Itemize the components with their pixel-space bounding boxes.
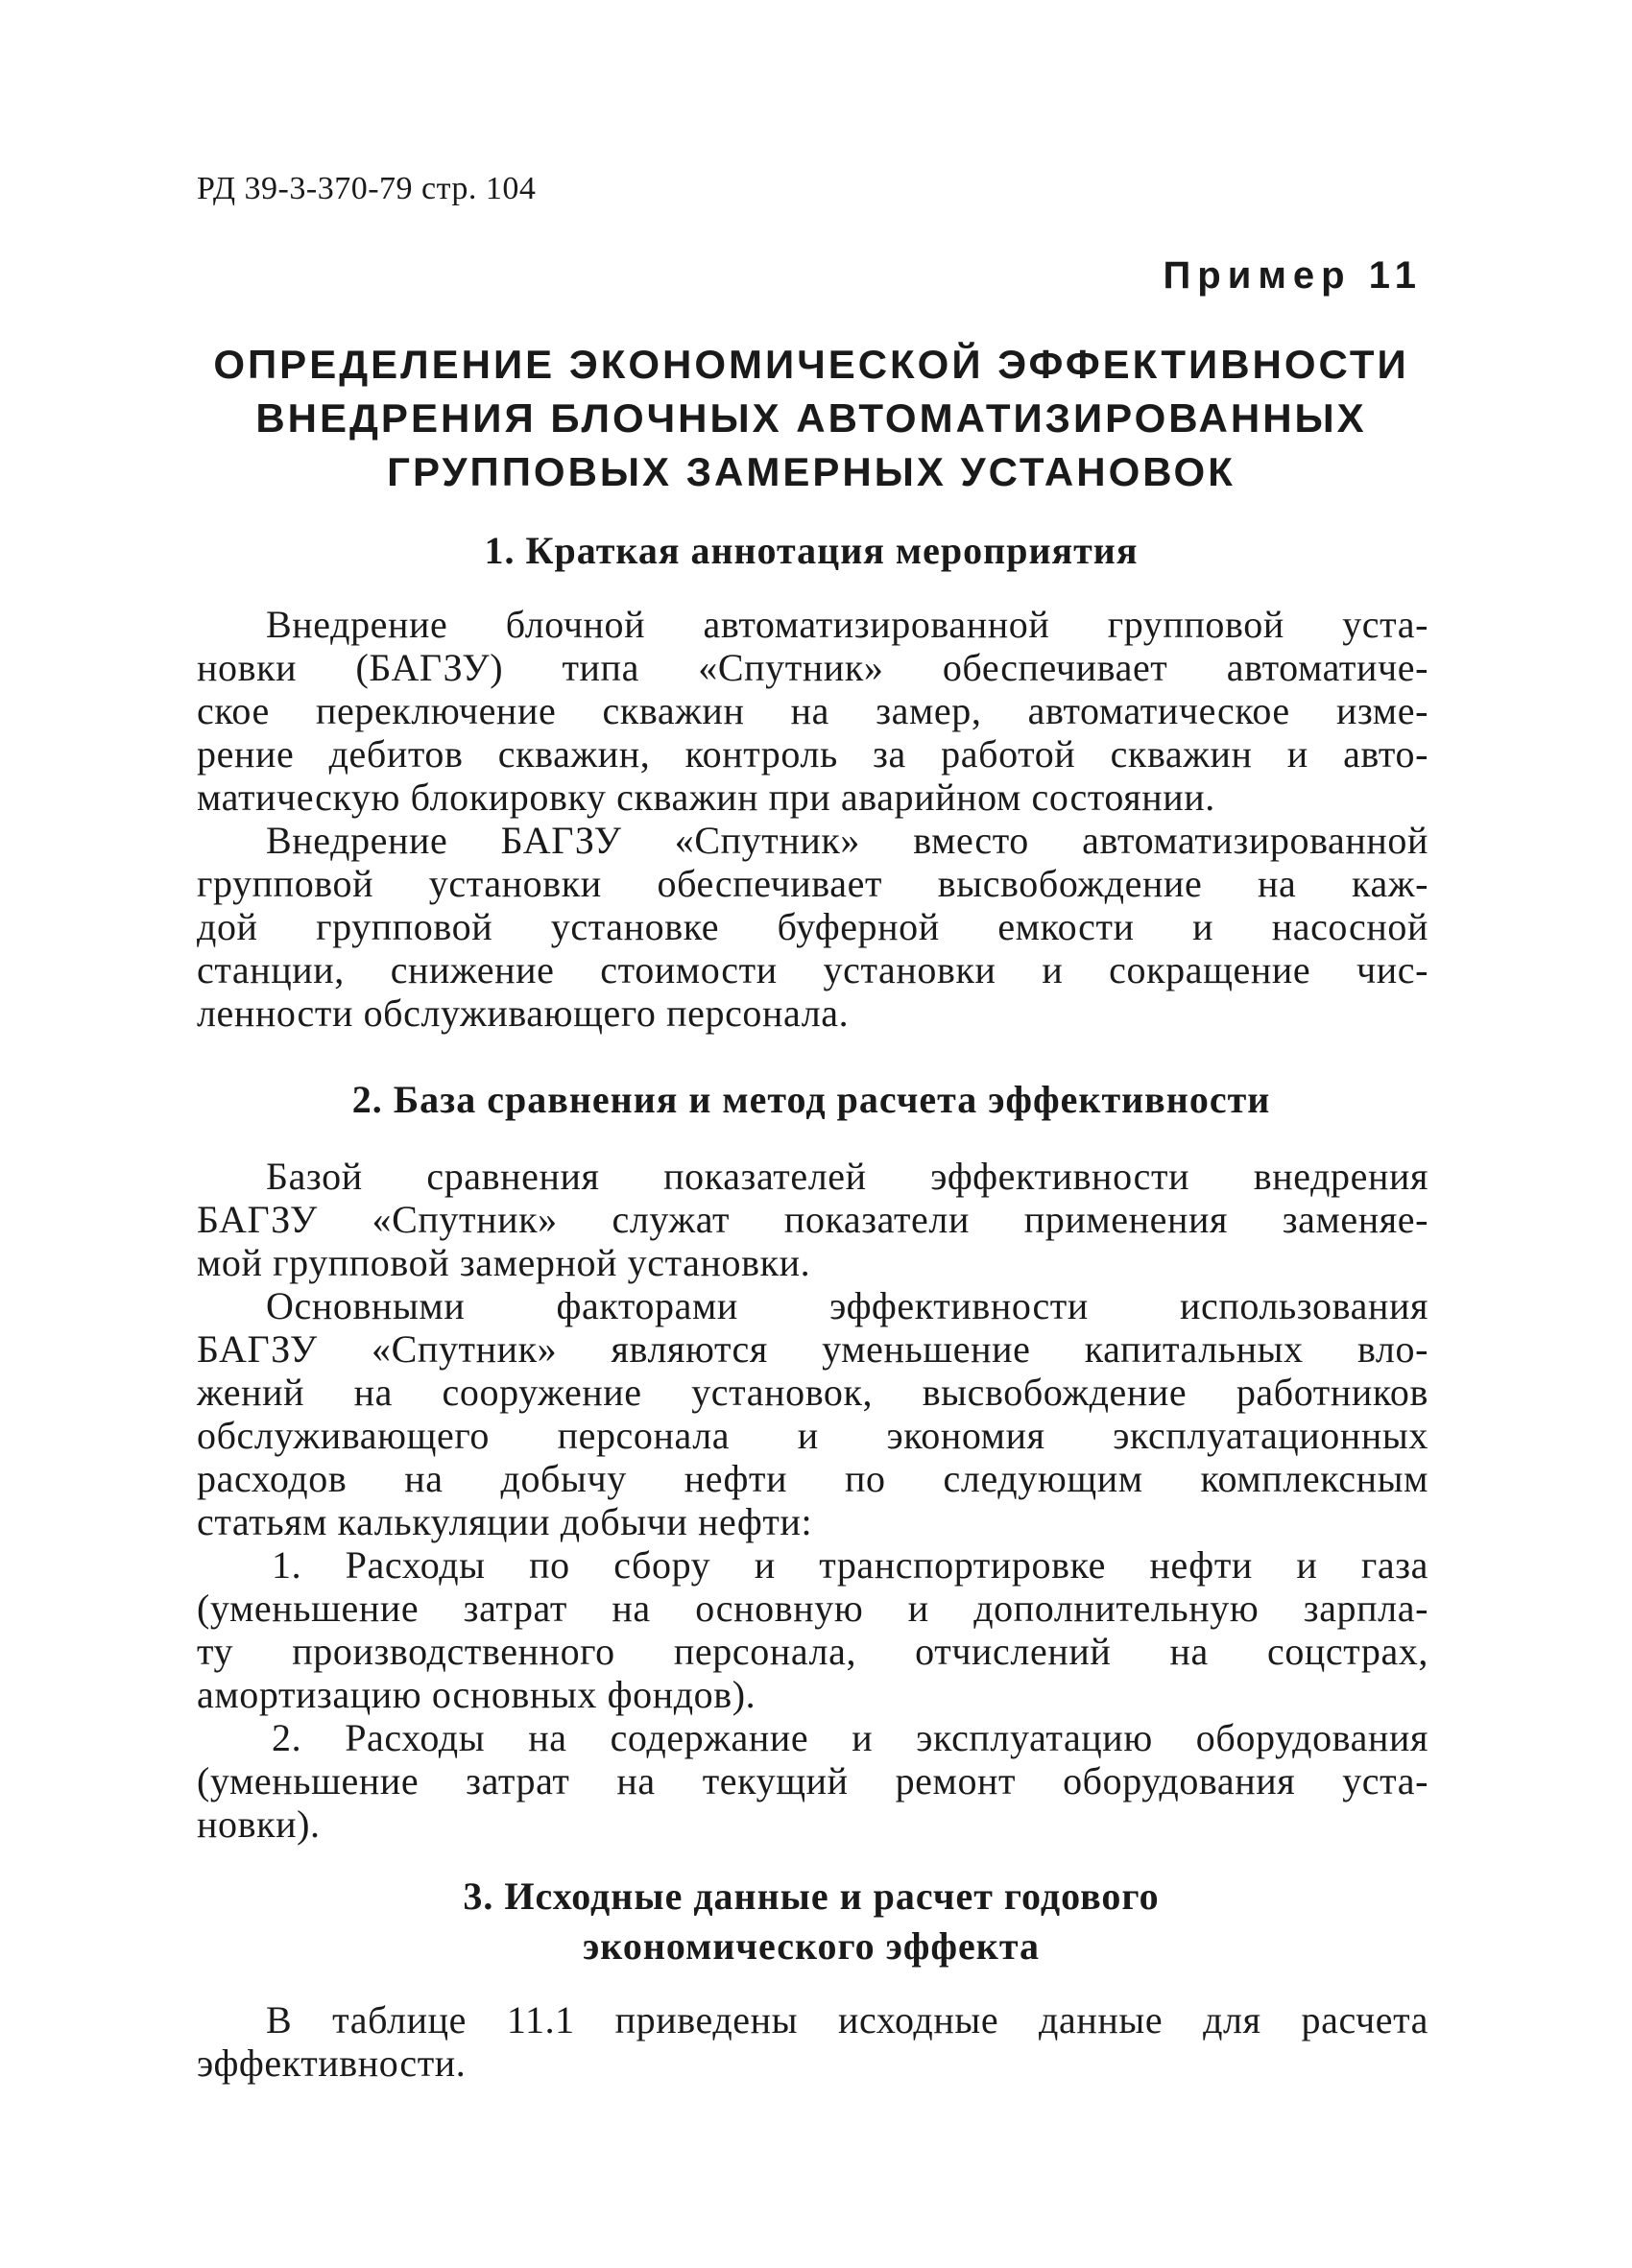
title-line: ГРУППОВЫХ ЗАМЕРНЫХ УСТАНОВОК: [387, 449, 1236, 494]
paragraph-line: Основными факторами эффективности использования: [266, 1284, 1428, 1327]
paragraph-line: Внедрение блочной автоматизированной групповой уста-: [266, 603, 1428, 646]
paragraph-line: Внедрение БАГЗУ «Спутник» вместо автоматизированной: [266, 819, 1428, 862]
paragraph-line: ту производственного персонала, отчислений на соцстрах,: [197, 1630, 1428, 1673]
section-heading-text: 2. База сравнения и метод расчета эффективности: [351, 1078, 1271, 1121]
paragraph-line: станции, снижение стоимости установки и сокращение чис-: [197, 948, 1428, 991]
paragraph-line: обслуживающего персонала и экономия эксплуатационных: [197, 1414, 1428, 1457]
paragraph-line: новки (БАГЗУ) типа «Спутник» обеспечивает автоматиче-: [197, 646, 1428, 689]
paragraph-line: дой групповой установке буферной емкости и насосной: [197, 905, 1428, 948]
example-label: Пример 11: [1163, 254, 1423, 297]
section-heading-text: 1. Краткая аннотация мероприятия: [484, 529, 1139, 572]
paragraph-line: БАГЗУ «Спутник» являются уменьшение капитальных вло-: [197, 1327, 1428, 1371]
section-2-heading: [173, 1075, 1450, 1125]
document-title: [173, 338, 1450, 499]
paragraph-line: мой групповой замерной установки.: [197, 1241, 811, 1284]
section-2-body: [197, 1155, 1428, 1846]
paragraph-line: статьям калькуляции добычи нефти:: [197, 1500, 813, 1543]
paragraph-line: (уменьшение затрат на текущий ремонт оборудования уста-: [197, 1759, 1428, 1802]
paragraph-line: рение дебитов скважин, контроль за работой скважин и авто-: [197, 732, 1428, 776]
section-1-heading: [173, 526, 1450, 576]
section-heading-text: 3. Исходные данные и расчет годового: [463, 1874, 1160, 1918]
paragraph-line: ленности обслуживающего персонала.: [197, 991, 850, 1035]
paragraph-line: амортизацию основных фондов).: [197, 1673, 756, 1716]
paragraph-line: БАГЗУ «Спутник» служат показатели применения заменяе-: [197, 1198, 1428, 1241]
list-item-line: 1. Расходы по сбору и транспортировке нефти и газа: [272, 1543, 1428, 1587]
page-header: РД 39-3-370-79 стр. 104: [197, 171, 537, 206]
title-line: ОПРЕДЕЛЕНИЕ ЭКОНОМИЧЕСКОЙ ЭФФЕКТИВНОСТИ: [213, 342, 1409, 387]
paragraph-line: эффективности.: [197, 2041, 467, 2085]
paragraph-line: расходов на добычу нефти по следующим комплексным: [197, 1457, 1428, 1500]
section-1-body: [197, 603, 1428, 1035]
section-3-heading: [173, 1872, 1450, 1971]
paragraph-line: жений на сооружение установок, высвобождение работников: [197, 1371, 1428, 1414]
paragraph-line: (уменьшение затрат на основную и дополнительную зарпла-: [197, 1587, 1428, 1630]
paragraph-line: В таблице 11.1 приведены исходные данные для расчета: [266, 1998, 1428, 2041]
list-item-line: 2. Расходы на содержание и эксплуатацию оборудования: [272, 1716, 1428, 1759]
paragraph-line: матическую блокировку скважин при аварийном состоянии.: [197, 776, 1215, 819]
title-line: ВНЕДРЕНИЯ БЛОЧНЫХ АВТОМАТИЗИРОВАННЫХ: [255, 395, 1367, 441]
section-heading-text: экономического эффекта: [583, 1924, 1040, 1968]
paragraph-line: ское переключение скважин на замер, автоматическое изме-: [197, 689, 1428, 732]
paragraph-line: групповой установки обеспечивает высвобождение на каж-: [197, 862, 1428, 905]
section-3-body: [197, 1998, 1428, 2085]
paragraph-line: Базой сравнения показателей эффективности внедрения: [266, 1155, 1428, 1198]
paragraph-line: новки).: [197, 1802, 321, 1846]
